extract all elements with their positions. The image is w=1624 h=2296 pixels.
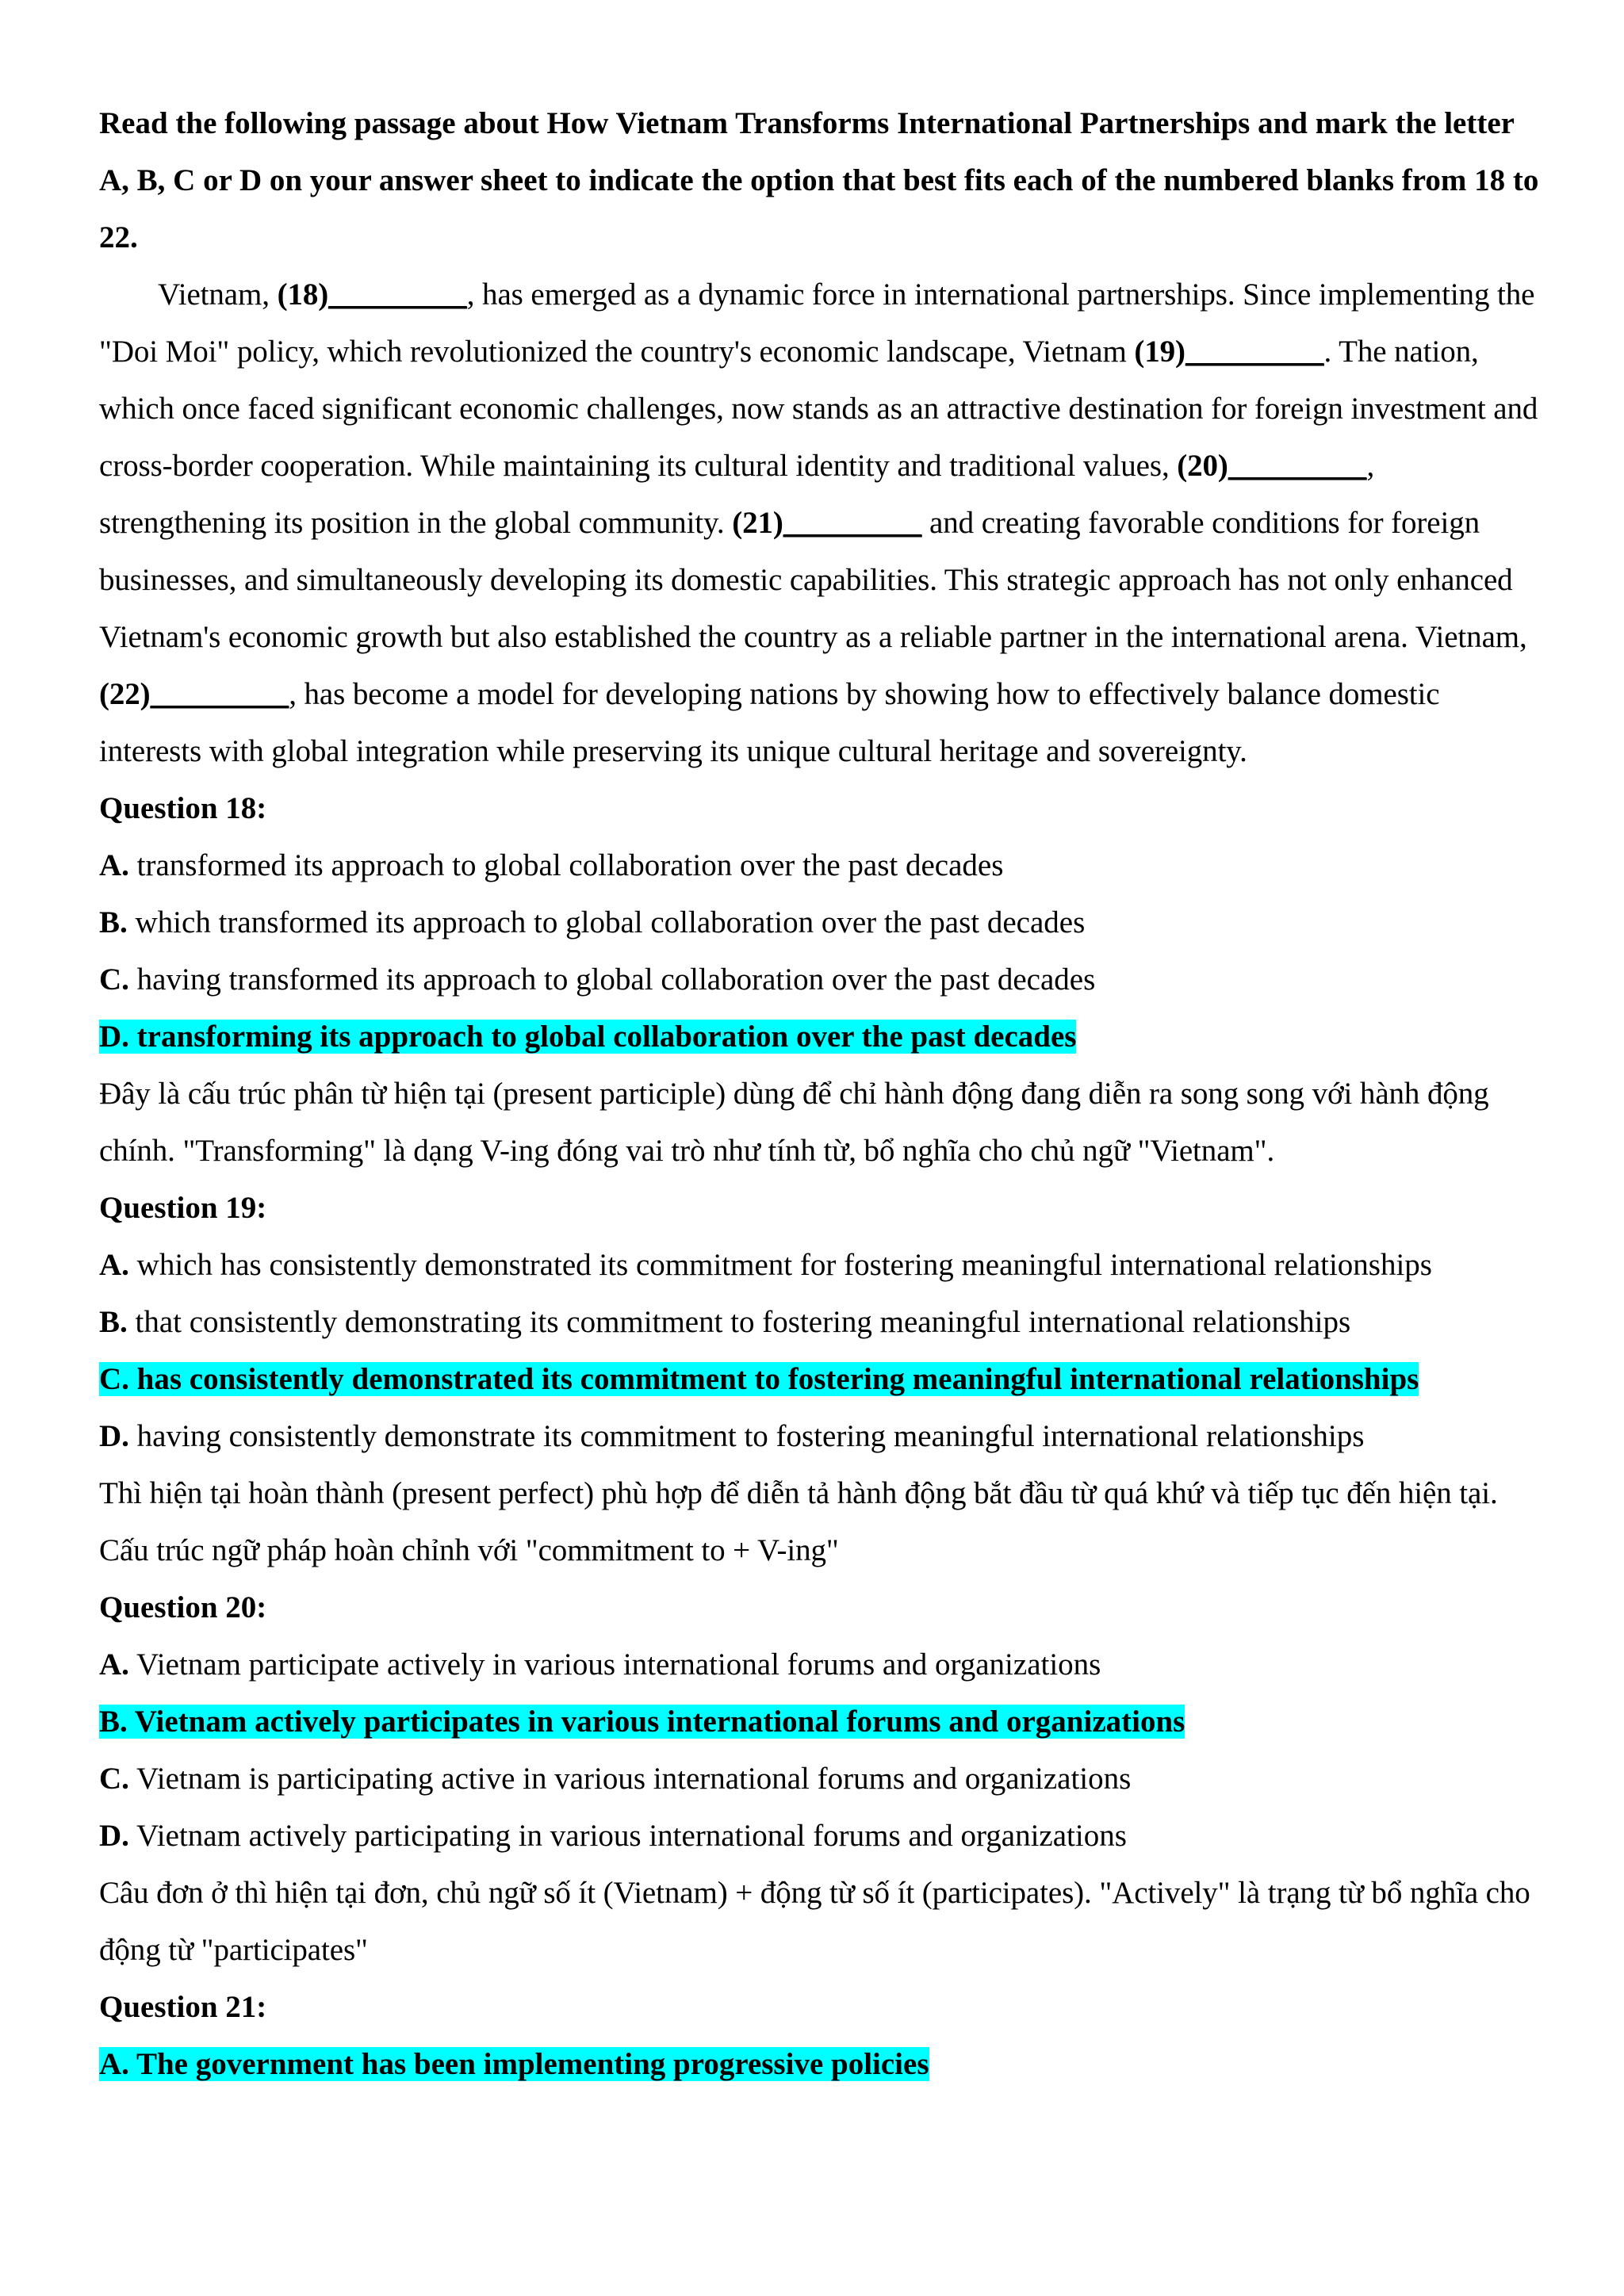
question-20-option-a[interactable] bbox=[99, 1636, 1542, 1693]
passage-text-6: , has become a model for developing nations by showing how to effectively balance domestic interests with global integration while preserving its unique cultural heritage and sovereignty. bbox=[99, 677, 1440, 768]
passage-text-1: Vietnam, bbox=[158, 277, 278, 312]
passage-text-3: . The nation, which once faced significant economic challenges, now stands as an attractive destination for foreign investment and cross-border cooperation. While maintaining its cultural identity and traditional values, bbox=[99, 335, 1538, 483]
option-letter: B. bbox=[99, 1705, 128, 1739]
blank-19-number: (19) bbox=[1134, 335, 1185, 369]
option-text: Vietnam is participating active in various international forums and organizations bbox=[128, 1762, 1132, 1796]
question-19-option-d[interactable] bbox=[99, 1408, 1542, 1465]
option-text: Vietnam actively participating in various international forums and organizations bbox=[128, 1819, 1127, 1853]
option-letter: D. bbox=[99, 1020, 129, 1054]
instructions: Read the following passage about How Vietnam Transforms International Partnerships and mark the letter A, B, C or D on your answer sheet to indicate the option that best fits each of the numbered blanks from 18 to 22. bbox=[99, 106, 1539, 254]
option-letter: C. bbox=[99, 1762, 129, 1796]
option-letter: A. bbox=[99, 848, 129, 882]
blank-18: _________ bbox=[328, 277, 467, 312]
option-text: which has consistently demonstrated its commitment for fostering meaningful international relationships bbox=[128, 1248, 1432, 1282]
question-19-explanation: Thì hiện tại hoàn thành (present perfect) phù hợp để diễn tả hành động bắt đầu từ quá khứ và tiếp tục đến hiện tại. Cấu trúc ngữ pháp hoàn chỉnh với "commitment to + V-ing" bbox=[99, 1476, 1498, 1567]
question-20-title: Question 20: bbox=[99, 1590, 267, 1624]
option-text: Vietnam participate actively in various international forums and organizations bbox=[128, 1647, 1101, 1682]
blank-22-number: (22) bbox=[99, 677, 151, 711]
question-19-title: Question 19: bbox=[99, 1191, 267, 1225]
option-text: which transformed its approach to global collaboration over the past decades bbox=[127, 905, 1086, 939]
option-letter: A. bbox=[99, 1647, 129, 1682]
question-18-explanation: Đây là cấu trúc phân từ hiện tại (present participle) dùng để chỉ hành động đang diễn ra song song với hành động chính. "Transforming" là dạng V-ing đóng vai trò như tính từ, bổ nghĩa cho chủ ngữ "Vietnam". bbox=[99, 1077, 1489, 1168]
option-text: The government has been implementing progressive policies bbox=[128, 2047, 929, 2081]
option-letter: A. bbox=[99, 2047, 129, 2081]
option-letter: B. bbox=[99, 1305, 128, 1339]
option-letter: C. bbox=[99, 962, 129, 997]
correct-answer-highlight bbox=[99, 2047, 929, 2081]
blank-22: _________ bbox=[150, 677, 289, 711]
blank-18-number: (18) bbox=[277, 277, 329, 312]
question-19-option-b[interactable] bbox=[99, 1294, 1542, 1351]
option-text: having consistently demonstrate its commitment to fostering meaningful international relationships bbox=[128, 1419, 1365, 1453]
question-18-option-b[interactable] bbox=[99, 894, 1542, 951]
correct-answer-highlight bbox=[99, 1705, 1185, 1739]
blank-21-number: (21) bbox=[732, 506, 783, 540]
question-21-option-a-correct[interactable] bbox=[99, 2036, 1542, 2093]
blank-21: _________ bbox=[783, 506, 922, 540]
question-18-title: Question 18: bbox=[99, 791, 267, 825]
correct-answer-highlight bbox=[99, 1362, 1419, 1396]
question-18-option-a[interactable] bbox=[99, 837, 1542, 894]
passage-text-4: , strengthening its position in the global community. bbox=[99, 449, 1375, 540]
question-20-option-b-correct[interactable] bbox=[99, 1693, 1542, 1751]
option-letter: D. bbox=[99, 1419, 129, 1453]
option-text: transforming its approach to global collaboration over the past decades bbox=[128, 1020, 1077, 1054]
option-text: that consistently demonstrating its commitment to fostering meaningful international relationships bbox=[127, 1305, 1351, 1339]
option-letter: B. bbox=[99, 905, 128, 939]
question-19-option-c-correct[interactable] bbox=[99, 1351, 1542, 1408]
question-20-explanation: Câu đơn ở thì hiện tại đơn, chủ ngữ số ít (Vietnam) + động từ số ít (participates). "Actively" là trạng từ bổ nghĩa cho động từ "participates" bbox=[99, 1876, 1530, 1967]
correct-answer-highlight bbox=[99, 1020, 1076, 1054]
passage-text-5: and creating favorable conditions for foreign businesses, and simultaneously developing its domestic capabilities. This strategic approach has not only enhanced Vietnam's economic growth but also established the country as a reliable partner in the international arena. Vietnam, bbox=[99, 506, 1527, 654]
option-text: Vietnam actively participates in various international forums and organizations bbox=[127, 1705, 1185, 1739]
question-20-option-c[interactable] bbox=[99, 1751, 1542, 1808]
question-18-option-c[interactable] bbox=[99, 951, 1542, 1008]
blank-19: _________ bbox=[1185, 335, 1324, 369]
blank-20-number: (20) bbox=[1177, 449, 1228, 483]
option-letter: D. bbox=[99, 1819, 129, 1853]
passage bbox=[99, 266, 1542, 780]
option-text: transformed its approach to global collaboration over the past decades bbox=[128, 848, 1004, 882]
question-20-option-d[interactable] bbox=[99, 1808, 1542, 1865]
option-letter: A. bbox=[99, 1248, 129, 1282]
option-text: has consistently demonstrated its commitment to fostering meaningful international relationships bbox=[128, 1362, 1419, 1396]
question-18-option-d-correct[interactable] bbox=[99, 1008, 1542, 1066]
question-19-option-a[interactable] bbox=[99, 1237, 1542, 1294]
option-text: having transformed its approach to global collaboration over the past decades bbox=[128, 962, 1096, 997]
option-letter: C. bbox=[99, 1362, 129, 1396]
document-page bbox=[99, 95, 1542, 2093]
blank-20: _________ bbox=[1228, 449, 1367, 483]
question-21-title: Question 21: bbox=[99, 1990, 267, 2024]
passage-text-2: , has emerged as a dynamic force in international partnerships. Since implementing the "Doi Moi" policy, which revolutionized the country's economic landscape, Vietnam bbox=[99, 277, 1535, 369]
